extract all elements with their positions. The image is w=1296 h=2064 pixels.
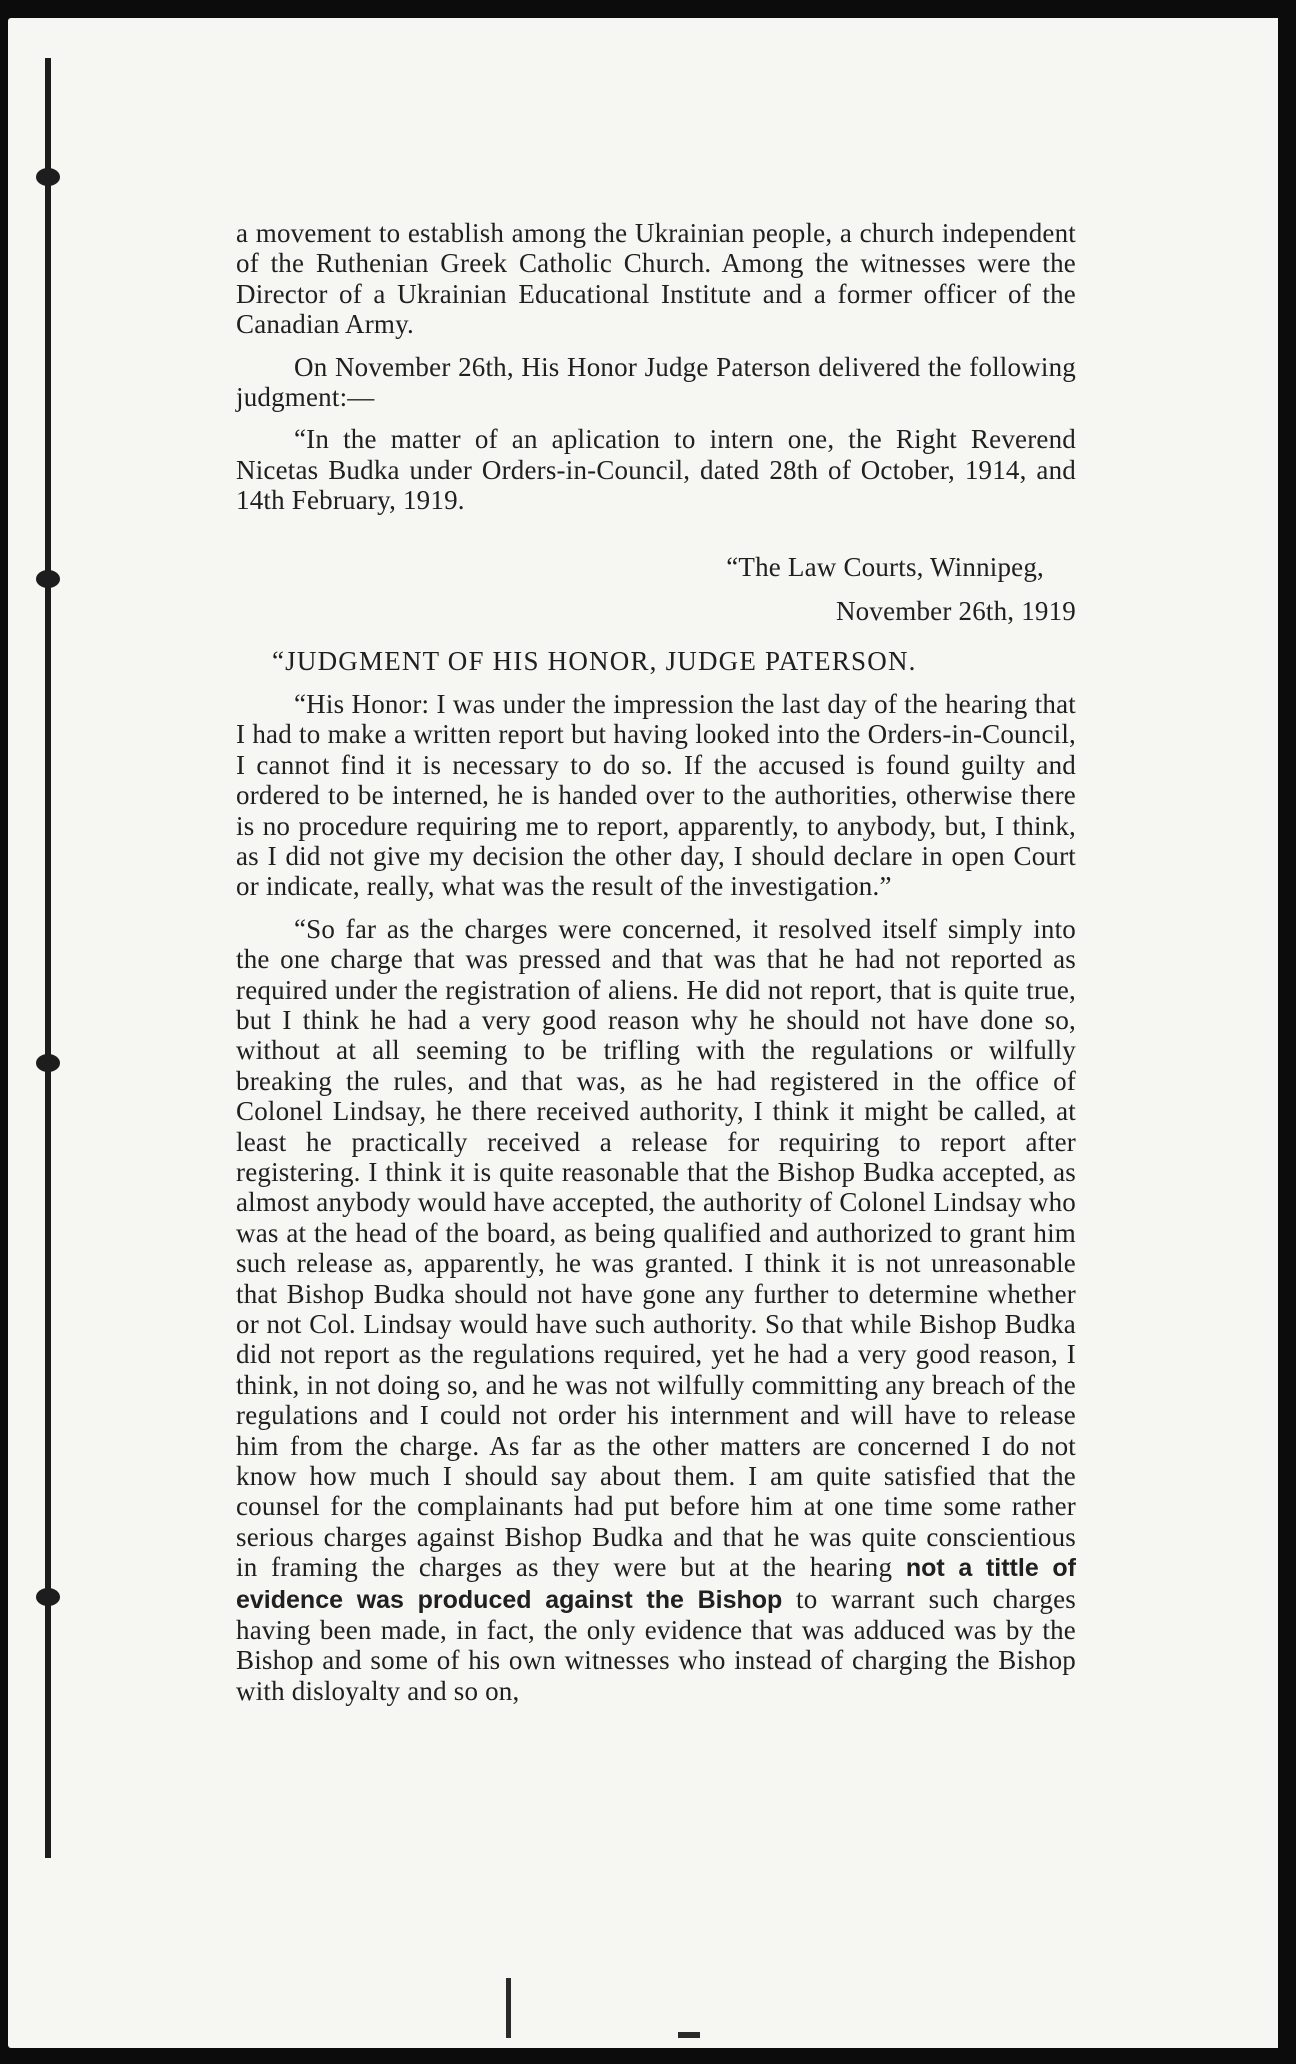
- date-line: November 26th, 1919: [835, 596, 1076, 627]
- scan-mark: [506, 1978, 511, 2038]
- emphasized-text: not a tittle of evidence was produced against the Bishop: [236, 1554, 1076, 1614]
- binding-clip: [36, 1588, 60, 1606]
- binding-clip: [36, 570, 60, 588]
- judgment-paragraph-2: [236, 914, 1076, 1707]
- binding-clip: [36, 1054, 60, 1072]
- scanned-page: [8, 18, 1278, 2048]
- page-text: [236, 218, 1076, 1706]
- opening-paragraph: a movement to establish among the Ukrainian people, a church independent of the Ruthenian Greek Catholic Church. Among the witnesses were the Director of a Ukrainian Educational Institute and a former officer of the Canadian Army.: [236, 218, 1076, 340]
- paragraph-2-end: to warrant such charges having been made, in fact, the only evidence that was adduced was by the Bishop and some of his own witnesses who instead of charging the Bishop with disloyalty and so on,: [236, 1583, 1076, 1706]
- matter-paragraph: “In the matter of an aplication to intern one, the Right Reverend Nicetas Budka under Orders-in-Council, dated 28th of October, 1914, and 14th February, 1919.: [236, 424, 1076, 516]
- place-line: “The Law Courts, Winnipeg,: [726, 551, 1044, 582]
- intro-paragraph: On November 26th, His Honor Judge Paterson delivered the following judgment:—: [236, 351, 1076, 413]
- binding-clip: [36, 168, 60, 186]
- judgment-heading: “JUDGMENT OF HIS HONOR, JUDGE PATERSON.: [272, 646, 917, 677]
- scan-mark: [678, 2032, 700, 2038]
- paragraph-2-start: “So far as the charges were concerned, it resolved itself simply into the one charge that was pressed and that was that he had not reported as required under the registration of aliens. He did not report, that is quite true, but I think he had a very good reason why he should not have done so, without at all seeming to be trifling with the regulations or wilfully breaking the rules, and that was, as he had registered in the office of Colonel Lindsay, he there received authority, I think it might be called, at least he practically received a release for requiring to report after registering. I think it is quite reasonable that the Bishop Budka accepted, as almost anybody would have accepted, the authority of Colonel Lindsay who was at the head of the board, as being qualified and authorized to grant him such release as, apparently, he was granted. I think it is not unreasonable that Bishop Budka should not have gone any further to determine whether or not Col. Lindsay would have such authority. So that while Bishop Budka did not report as the regulations required, yet he had a very good reason, I think, in not doing so, and he was not wilfully committing any breach of the regulations and I could not order his internment and will have to release him from the charge. As far as the other matters are concerned I do not know how much I should say about them. I am quite satisfied that the counsel for the complainants had put before him at one time some rather serious charges against Bishop Budka and that he was quite conscientious in framing the charges as they were but at the hearing: [236, 913, 1076, 1583]
- judgment-paragraph-1: “His Honor: I was under the impression the last day of the hearing that I had to make a written report but having looked into the Orders-in-Council, I cannot find it is necessary to do so. If the accused is found guilty and ordered to be interned, he is handed over to the authorities, otherwise there is no procedure requiring me to report, apparently, to anybody, but, I think, as I did not give my decision the other day, I should declare in open Court or indicate, really, what was the result of the investigation.”: [236, 688, 1076, 902]
